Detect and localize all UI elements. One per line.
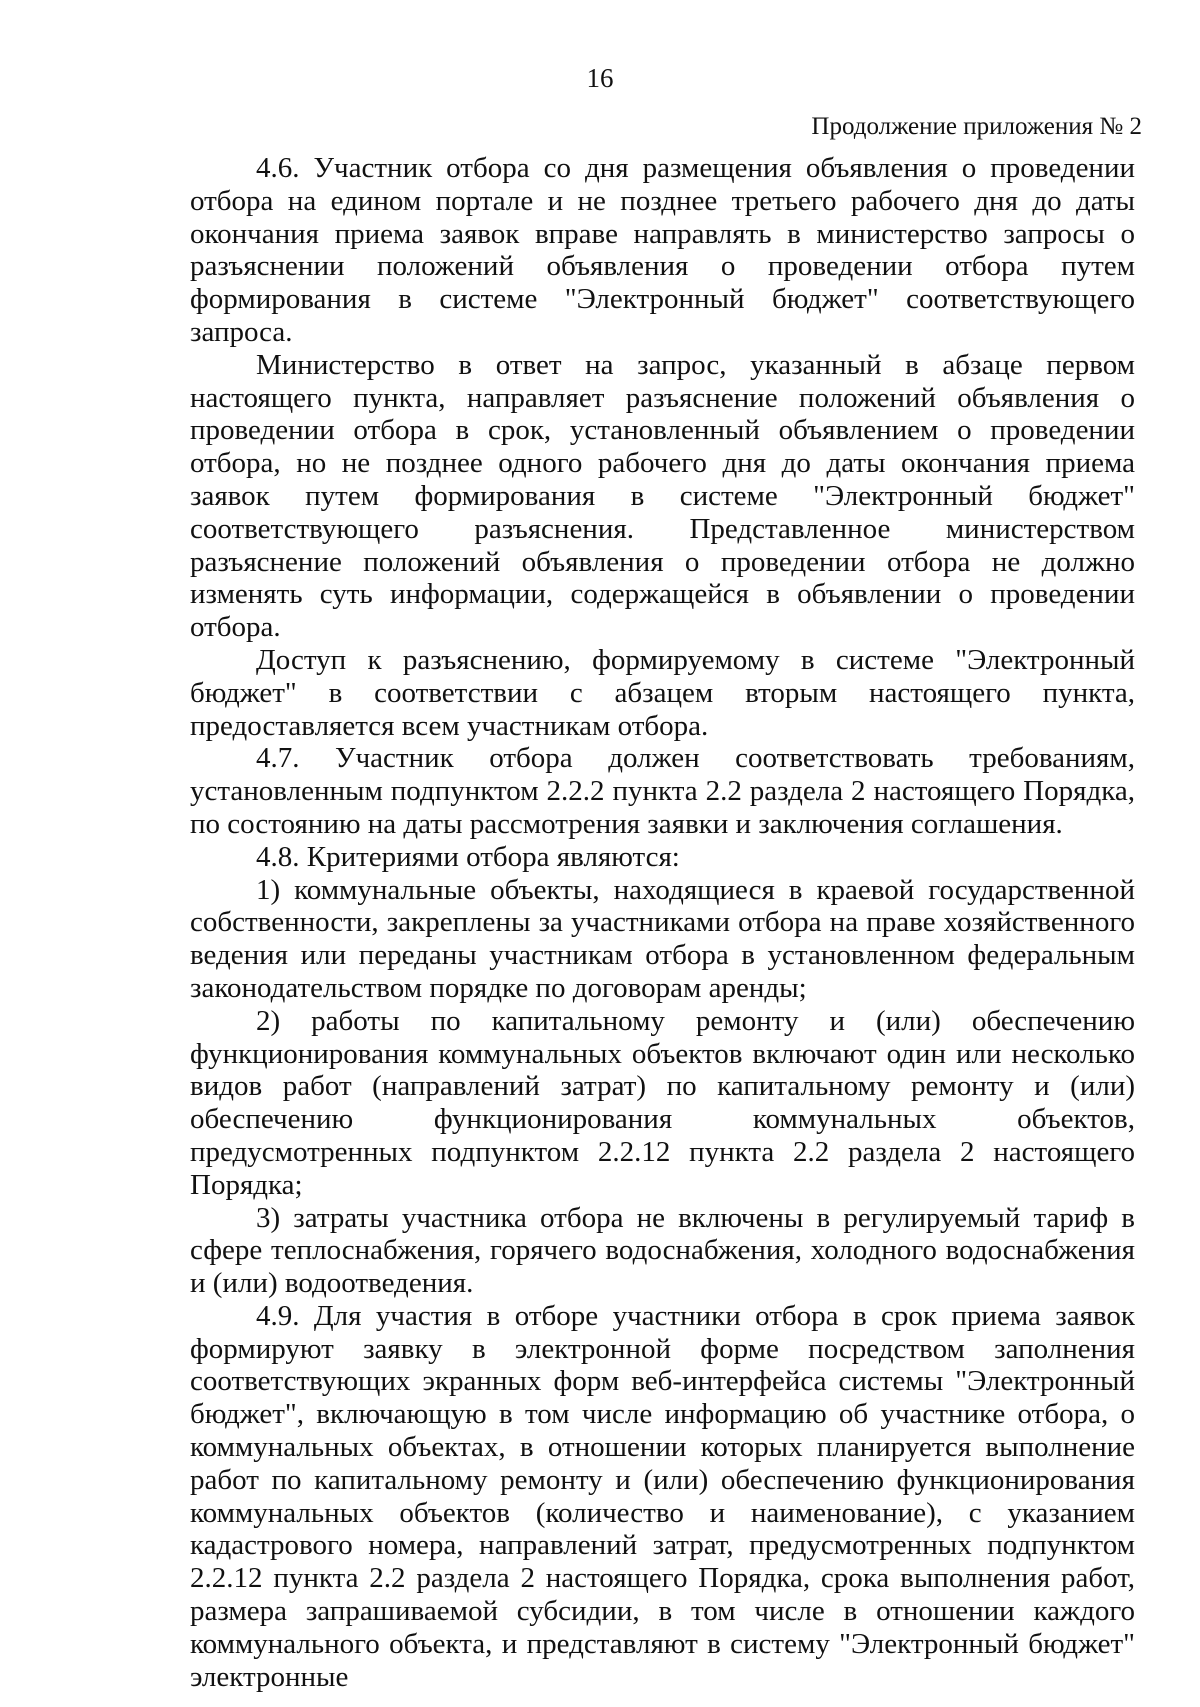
paragraph-access-clarification: Доступ к разъяснению, формируемому в системе "Электронный бюджет" в соответствии с абзацем вторым настоящего пункта, предоставляется всем участникам отбора. <box>190 643 1135 742</box>
paragraph-ministry-response: Министерство в ответ на запрос, указанный в абзаце первом настоящего пункта, направляет разъяснение положений объявления о проведении отбора в срок, установленный объявлением о проведении отбора, но не позднее одного рабочего дня до даты окончания приема заявок путем формирования в системе "Электронный бюджет" соответствующего разъяснения. Представленное министерством разъяснение положений объявления о проведении отбора не должно изменять суть информации, содержащейся в объявлении о проведении отбора. <box>190 348 1135 644</box>
paragraph-4-8: 4.8. Критериями отбора являются: <box>256 840 680 873</box>
document-body <box>190 152 1135 1693</box>
criteria-item-3: 3) затраты участника отбора не включены в регулируемый тариф в сфере теплоснабжения, горячего водоснабжения, холодного водоснабжения и (или) водоотведения. <box>190 1201 1135 1300</box>
paragraph-4-7: 4.7. Участник отбора должен соответствовать требованиям, установленным подпунктом 2.2.2 пункта 2.2 раздела 2 настоящего Порядка, по состоянию на даты рассмотрения заявки и заключения соглашения. <box>190 742 1135 840</box>
paragraph-4-6: 4.6. Участник отбора со дня размещения объявления о проведении отбора на едином портале и не позднее третьего рабочего дня до даты окончания приема заявок вправе направлять в министерство запросы о разъяснении положений объявления о проведении отбора путем формирования в системе "Электронный бюджет" соответствующего запроса. <box>190 152 1135 348</box>
page-number: 16 <box>586 63 614 93</box>
criteria-item-2: 2) работы по капитальному ремонту и (или) обеспечению функционирования коммунальных объектов включают один или несколько видов работ (направлений затрат) по капитальному ремонту и (или) обеспечению функционирования коммунальных объектов, предусмотренных подпунктом 2.2.12 пункта 2.2 раздела 2 настоящего Порядка; <box>190 1004 1135 1201</box>
criteria-item-1: 1) коммунальные объекты, находящиеся в краевой государственной собственности, закреплены за участниками отбора на праве хозяйственного ведения или переданы участникам отбора в установленном федеральным законодательством порядке по договорам аренды; <box>190 873 1135 1004</box>
appendix-continuation-label: Продолжение приложения № 2 <box>811 113 1142 140</box>
paragraph-4-9: 4.9. Для участия в отборе участники отбора в срок приема заявок формируют заявку в электронной форме посредством заполнения соответствующих экранных форм веб-интерфейса системы "Электронный бюджет", включающую в том числе информацию об участнике отбора, о коммунальных объектах, в отношении которых планируется выполнение работ по капитальному ремонту и (или) обеспечению функционирования коммунальных объектов (количество и наименование), с указанием кадастрового номера, направлений затрат, предусмотренных подпунктом 2.2.12 пункта 2.2 раздела 2 настоящего Порядка, срока выполнения работ, размера запрашиваемой субсидии, в том числе в отношении каждого коммунального объекта, и представляют в систему "Электронный бюджет" электронные <box>190 1299 1135 1693</box>
